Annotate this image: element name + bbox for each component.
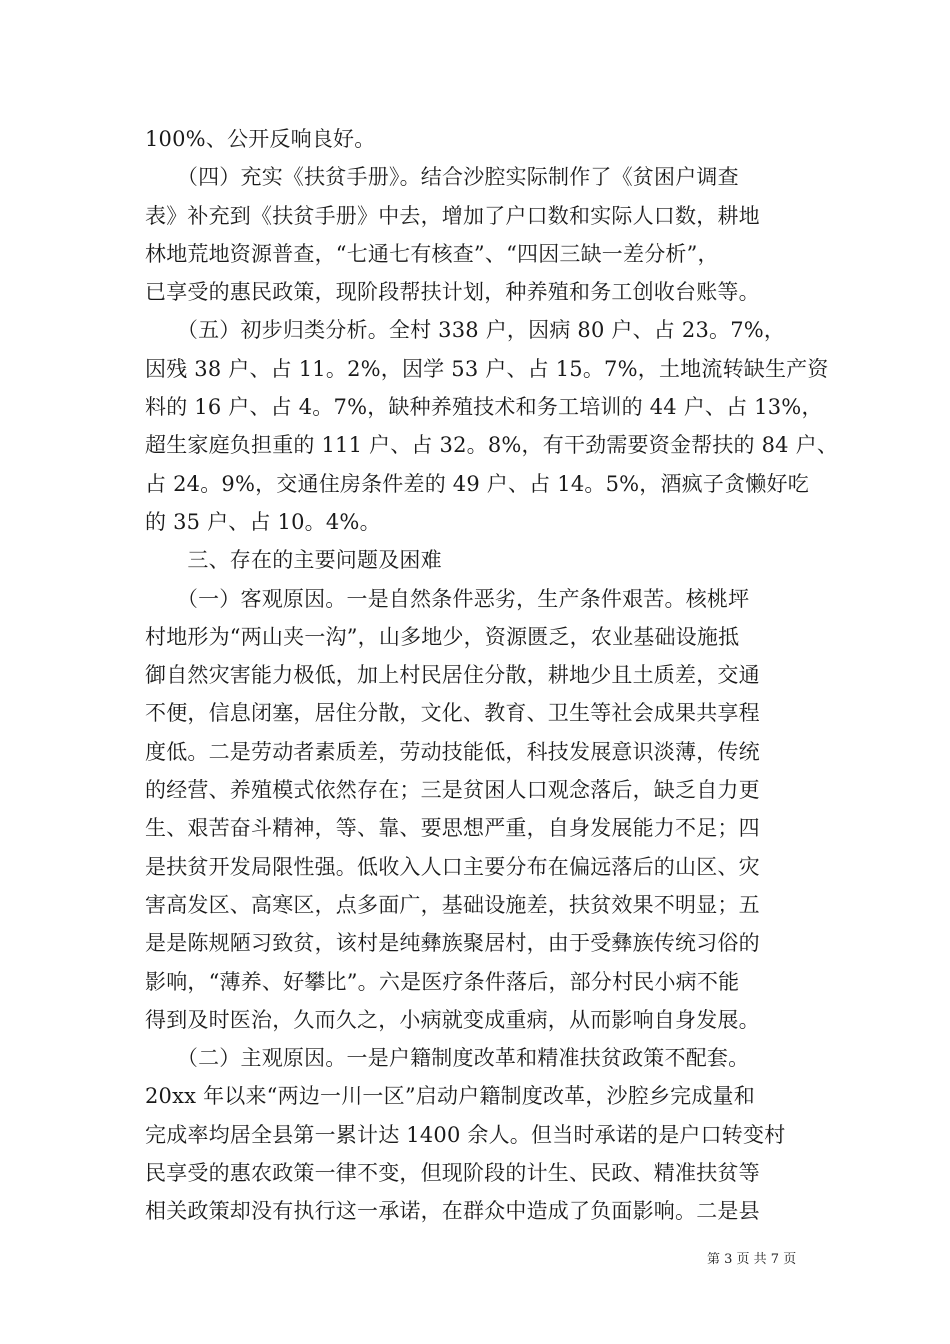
text-line: 20xx 年以来“两边一川一区”启动户籍制度改革，沙腔乡完成量和 (145, 1084, 755, 1109)
text-line: 生、艰苦奋斗精神，等、靠、要思想严重，自身发展能力不足；四 (145, 816, 760, 841)
text-line: 是是陈规陋习致贫，该村是纯彝族聚居村，由于受彝族传统习俗的 (145, 931, 760, 956)
text-line: 影响，“薄养、好攀比”。六是医疗条件落后，部分村民小病不能 (145, 969, 740, 994)
text-line: 林地荒地资源普查，“七通七有核查”、“四因三缺一差分析”， (145, 241, 719, 266)
text-line: 得到及时医治，久而久之，小病就变成重病，从而影响自身发展。 (145, 1007, 760, 1032)
body-text (145, 120, 839, 1231)
text-line: 占 24。9%，交通住房条件差的 49 户、占 14。5%，酒疯子贪懒好吃 (145, 471, 809, 496)
text-line: 相关政策却没有执行这一承诺，在群众中造成了负面影响。二是县 (145, 1199, 760, 1224)
text-line: （五）初步归类分析。全村 338 户，因病 80 户、占 23。7%， (145, 318, 786, 343)
text-line: （一）客观原因。一是自然条件恶劣，生产条件艰苦。核桃坪 (145, 586, 750, 611)
text-line: 表》补充到《扶贫手册》中去，增加了户口数和实际人口数，耕地 (145, 203, 760, 228)
text-line: 不便，信息闭塞，居住分散，文化、教育、卫生等社会成果共享程 (145, 701, 760, 726)
text-line: 的经营、养殖模式依然存在；三是贫困人口观念落后，缺乏自力更 (145, 778, 760, 803)
text-line: 度低。二是劳动者素质差，劳动技能低，科技发展意识淡薄，传统 (145, 739, 760, 764)
text-line: 御自然灾害能力极低，加上村民居住分散，耕地少且土质差，交通 (145, 663, 760, 688)
text-line: 100%、公开反响良好。 (145, 127, 376, 151)
section-heading: 三、存在的主要问题及困难 (145, 548, 442, 573)
text-line: 的 35 户、占 10。4%。 (145, 509, 381, 534)
text-line: 村地形为“两山夹一沟”，山多地少，资源匮乏，农业基础设施抵 (145, 624, 740, 649)
text-line: 料的 16 户、占 4。7%，缺种养殖技术和务工培训的 44 户、占 13%， (145, 395, 823, 420)
text-line: 已享受的惠民政策，现阶段帮扶计划，种养殖和务工创收台账等。 (145, 280, 760, 305)
page-number-footer: 第 3 页 共 7 页 (707, 1252, 797, 1267)
text-line: 害高发区、高寒区，点多面广，基础设施差，扶贫效果不明显；五 (145, 892, 760, 917)
text-line: 完成率均居全县第一累计达 1400 余人。但当时承诺的是户口转变村 (145, 1122, 786, 1147)
text-line: （二）主观原因。一是户籍制度改革和精准扶贫政策不配套。 (145, 1046, 750, 1071)
text-line: 是扶贫开发局限性强。低收入人口主要分布在偏远落后的山区、灾 (145, 854, 760, 879)
text-line: （四）充实《扶贫手册》。结合沙腔实际制作了《贫困户调查 (145, 165, 739, 190)
text-line: 因残 38 户、占 11。2%，因学 53 户、占 15。7%，土地流转缺生产资 (145, 356, 829, 381)
text-line: 民享受的惠农政策一律不变，但现阶段的计生、民政、精准扶贫等 (145, 1161, 760, 1186)
text-line: 超生家庭负担重的 111 户、占 32。8%，有干劲需要资金帮扶的 84 户、 (145, 433, 839, 458)
